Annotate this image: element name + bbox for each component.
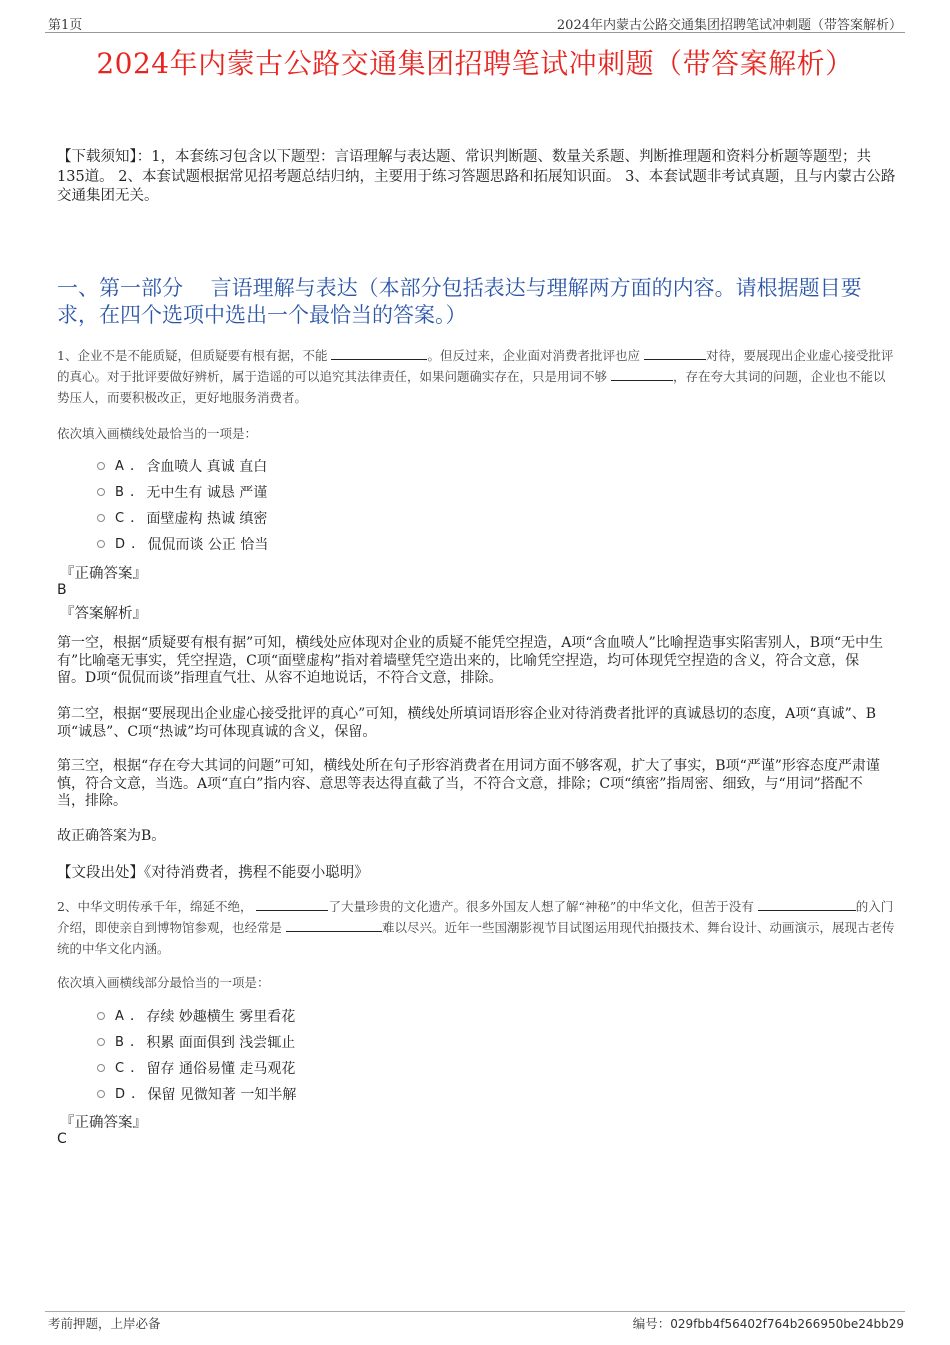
- option-letter: C: [115, 1060, 125, 1076]
- fill-blank: [331, 346, 427, 360]
- option-text: 含血喷人 真诚 直白: [146, 459, 268, 475]
- radio-button[interactable]: [97, 1038, 105, 1046]
- option-dot: .: [131, 1086, 136, 1102]
- answer-label: 『正确答案』: [60, 566, 147, 582]
- option-letter: A: [115, 458, 124, 474]
- option-text: 留存 通俗易懂 走马观花: [146, 1061, 296, 1077]
- option-letter: B: [115, 1034, 124, 1050]
- question-text-part: 。但反过来，企业面对消费者批评也应: [427, 348, 644, 363]
- option-dot: .: [129, 484, 135, 500]
- document-title: 2024年内蒙古公路交通集团招聘笔试冲刺题（带答案解析）: [96, 47, 854, 80]
- option-b[interactable]: [97, 1032, 295, 1052]
- question-text-part: 了大量珍贵的文化遗产。很多外国友人想了解“神秘”的中华文化，但苦于没有: [328, 899, 758, 914]
- option-letter: B: [115, 484, 124, 500]
- option-a[interactable]: [97, 1006, 295, 1026]
- question-text-part: 1、企业不是不能质疑，但质疑要有根有据，不能: [57, 348, 332, 363]
- question-1-stem: [57, 345, 895, 408]
- analysis-paragraph: 第一空，根据“质疑要有根有据”可知，横线处应体现对企业的质疑不能凭空捏造，A项“含血喷人”比喻捏造事实陷害别人，B项“无中生有”比喻毫无事实，凭空捏造，C项“面壁虚构”指对着墙壁凭空造出来的，比喻凭空捏造，均可体现凭空捏造的含义，符合文意，保留。D项“侃侃而谈”指理直气壮、从容不迫地说话，不符合文意，排除。: [57, 635, 884, 686]
- option-text: 存续 妙趣横生 雾里看花: [146, 1009, 296, 1025]
- option-letter: D: [115, 1086, 126, 1102]
- header-divider: [45, 32, 905, 33]
- radio-button[interactable]: [97, 1090, 105, 1098]
- footer-slogan: 考前押题，上岸必备: [48, 1316, 161, 1331]
- question-text-part: 2、中华文明传承千年，绵延不绝，: [57, 899, 257, 914]
- fill-blank: [256, 897, 328, 911]
- section-heading: 一、第一部分 言语理解与表达（本部分包括表达与理解两方面的内容。请根据题目要求，在四个选项中选出一个最恰当的答案。）: [57, 276, 862, 327]
- option-dot: .: [129, 1008, 135, 1024]
- question-text-part: 的入门介绍，即使亲自到博物馆参观，也经常是: [57, 899, 894, 935]
- option-letter: A: [115, 1008, 124, 1024]
- running-header-title: 2024年内蒙古公路交通集团招聘笔试冲刺题（带答案解析）: [556, 18, 902, 33]
- radio-button[interactable]: [97, 514, 105, 522]
- option-b[interactable]: [97, 482, 267, 502]
- option-text: 保留 见微知著 一知半解: [147, 1087, 297, 1103]
- option-a[interactable]: [97, 456, 267, 476]
- fill-blank: [644, 346, 706, 360]
- option-dot: .: [130, 510, 135, 526]
- option-d[interactable]: [97, 534, 268, 554]
- fill-blank: [611, 367, 673, 381]
- option-dot: .: [129, 1034, 135, 1050]
- code-value: 029fbb4f56402f764b266950be24bb29: [670, 1317, 904, 1331]
- option-c[interactable]: [97, 508, 267, 528]
- option-d[interactable]: [97, 1084, 296, 1104]
- footer-document-code: [633, 1314, 904, 1332]
- radio-button[interactable]: [97, 540, 105, 548]
- fill-blank: [286, 918, 382, 932]
- footer-divider: [45, 1311, 905, 1312]
- option-letter: C: [115, 510, 125, 526]
- radio-button[interactable]: [97, 1064, 105, 1072]
- radio-button[interactable]: [97, 462, 105, 470]
- option-c[interactable]: [97, 1058, 295, 1078]
- answer-label: 『正确答案』: [60, 1115, 147, 1131]
- radio-button[interactable]: [97, 488, 105, 496]
- analysis-paragraph: 第三空，根据“存在夸大其词的问题”可知，横线处所在句子形容消费者在用词方面不够客观，扩大了事实，B项“严谨”形容态度严肃谨慎，符合文意，当选。A项“直白”指内容、意思等表达得直截了当，不符合文意，排除；C项“缜密”指周密、细致，与“用词”搭配不当，排除。: [57, 758, 880, 809]
- fill-blank: [758, 897, 856, 911]
- option-text: 积累 面面俱到 浅尝辄止: [146, 1035, 296, 1051]
- option-text: 无中生有 诚恳 严谨: [146, 485, 268, 501]
- question-text-part: ，存在夸大其词的问题，企业也不能以势压人，而要积极改正，更好地服务消费者。: [57, 369, 886, 405]
- option-text: 面壁虚构 热诚 缜密: [146, 511, 268, 527]
- analysis-conclusion: 故正确答案为B。: [57, 828, 166, 844]
- option-letter: D: [115, 536, 126, 552]
- answer-value: C: [57, 1131, 67, 1147]
- option-dot: .: [129, 458, 135, 474]
- code-label: 编号：: [632, 1316, 671, 1331]
- passage-source: 【文段出处】《对待消费者，携程不能耍小聪明》: [57, 865, 369, 881]
- analysis-paragraph: 第二空，根据“要展现出企业虚心接受批评的真心”可知，横线处所填词语形容企业对待消费者批评的真诚恳切的态度，A项“真诚”、B项“诚恳”、C项“热诚”均可体现真诚的含义，保留。: [57, 706, 877, 740]
- option-dot: .: [130, 1060, 135, 1076]
- option-text: 侃侃而谈 公正 恰当: [147, 537, 269, 553]
- question-1-prompt: 依次填入画横线处最恰当的一项是：: [57, 426, 258, 441]
- radio-button[interactable]: [97, 1012, 105, 1020]
- page-number: 第1页: [48, 18, 83, 33]
- answer-value: B: [57, 582, 67, 598]
- question-text-part: 对待，要展现出企业虚心接受批评的真心。对于批评要做好辨析，属于造谣的可以追究其法律责任，如果问题确实存在，只是用词不够: [57, 348, 894, 384]
- analysis-label: 『答案解析』: [60, 606, 147, 622]
- question-text-part: 难以尽兴。近年一些国潮影视节目试图运用现代拍摄技术、舞台设计、动画演示，展现古老传统的中华文化内涵。: [57, 920, 895, 956]
- question-2-stem: [57, 896, 895, 959]
- question-2-prompt: 依次填入画横线部分最恰当的一项是：: [57, 975, 270, 990]
- download-notice: 【下载须知】：1，本套练习包含以下题型：言语理解与表达题、常识判断题、数量关系题、判断推理题和资料分析题等题型；共135道。 2、本套试题根据常见招考题总结归纳，主要用于练习答题思路和拓展知识面。 3、本套试题非考试真题，且与内蒙古公路交通集团无关。: [57, 149, 896, 204]
- option-dot: .: [131, 536, 136, 552]
